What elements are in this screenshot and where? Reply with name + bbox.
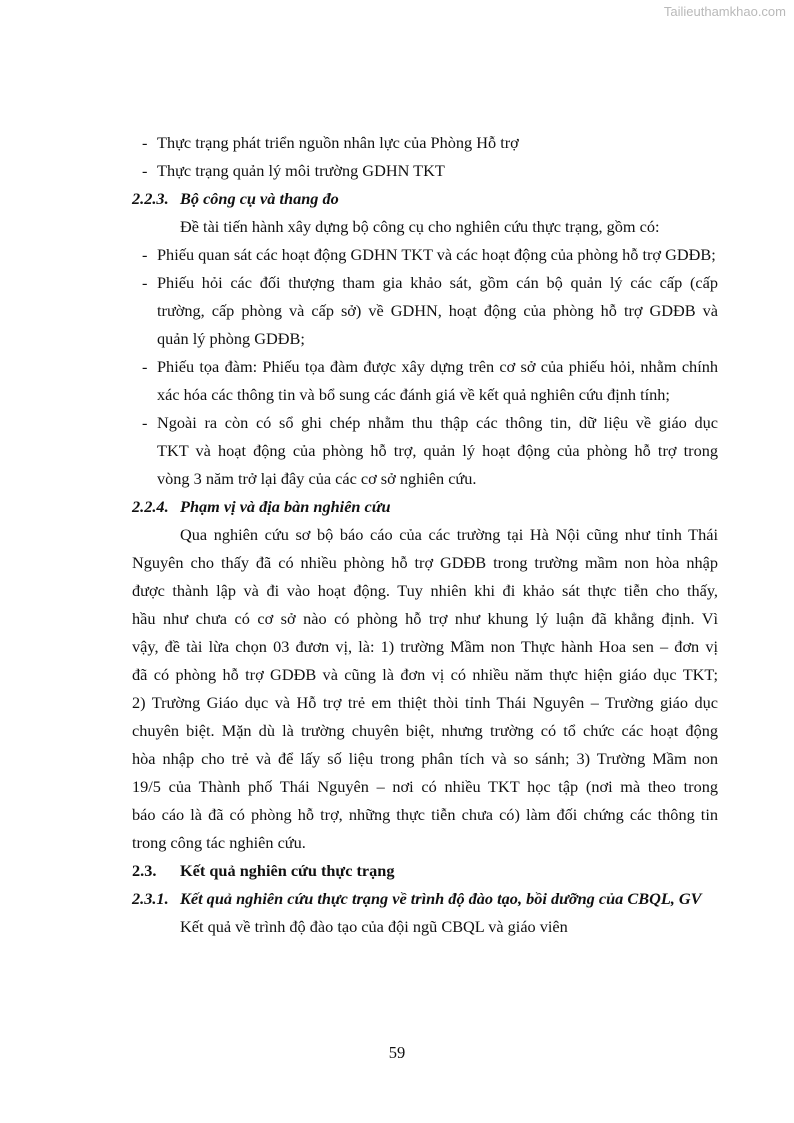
- bullet-item-continuation: vòng 3 năm trở lại đây của các cơ sở nghiên cứu.: [157, 469, 477, 488]
- section-heading-2-2-3: 2.2.3. Bộ công cụ và thang đo: [132, 189, 339, 208]
- paragraph: Đề tài tiến hành xây dựng bộ công cụ cho nghiên cứu thực trạng, gồm có:: [180, 217, 660, 236]
- bullet-dash: -: [142, 357, 148, 376]
- bullet-item-continuation: quản lý phòng GDĐB;: [157, 329, 305, 348]
- bullet-dash: -: [142, 245, 148, 264]
- paragraph-line: được thành lập và đi vào hoạt động. Tuy nhiên khi đi khảo sát thực tiễn cho thấy,: [132, 581, 718, 600]
- paragraph-line: hòa nhập cho trẻ và để lấy số liệu trong phân tích và so sánh; 3) Trường Mầm non: [132, 749, 718, 768]
- bullet-item-continuation: trường, cấp phòng và cấp sở) về GDHN, hoạt động của phòng hỗ trợ GDĐB và: [157, 301, 718, 320]
- section-heading-2-3: 2.3. Kết quả nghiên cứu thực trạng: [132, 861, 395, 880]
- page-content: [132, 129, 718, 941]
- section-heading-2-2-4: 2.2.4. Phạm vị và địa bàn nghiên cứu: [132, 497, 391, 516]
- paragraph-line: hầu như chưa có cơ sở nào có phòng hỗ trợ như khung lý luận đã khẳng định. Vì: [132, 609, 718, 628]
- paragraph-line: Nguyên cho thấy đã có nhiều phòng hỗ trợ GDĐB trong trường mầm non hòa nhập: [132, 553, 718, 572]
- bullet-item: - Thực trạng quản lý môi trường GDHN TKT: [142, 161, 445, 180]
- paragraph-line: đã có phòng hỗ trợ GDĐB và cũng là đơn vị có nhiều năm thực hiện giáo dục TKT;: [132, 665, 718, 684]
- paragraph-line: 19/5 của Thành phố Thái Nguyên – nơi có nhiều TKT học tập (nơi mà theo trong: [132, 777, 718, 796]
- watermark: Tailieuthamkhao.com: [663, 4, 786, 19]
- bullet-item-continuation: TKT và hoạt động của phòng hỗ trợ, quản lý hoạt động của phòng hỗ trợ trong: [157, 441, 718, 460]
- page-number: 59: [388, 1043, 406, 1062]
- paragraph-line: báo cáo là đã có phòng hỗ trợ, những thực tiễn chưa có) làm đối chứng các thông tin: [132, 805, 718, 824]
- paragraph-line: trong công tác nghiên cứu.: [132, 833, 306, 852]
- bullet-item-continuation: xác hóa các thông tin và bổ sung các đánh giá về kết quả nghiên cứu định tính;: [157, 385, 670, 404]
- bullet-item: - Phiếu tọa đàm: Phiếu tọa đàm được xây dựng trên cơ sở của phiếu hỏi, nhằm chính: [132, 353, 718, 381]
- paragraph-scope: [132, 521, 718, 857]
- paragraph-line: chuyên biệt. Mặn dù là trường chuyên biệt, nhưng trường có tổ chức các hoạt động: [132, 721, 718, 740]
- bullet-item: - Ngoài ra còn có sổ ghi chép nhằm thu thập các thông tin, dữ liệu về giáo dục: [132, 409, 718, 437]
- paragraph-line: Qua nghiên cứu sơ bộ báo cáo của các trường tại Hà Nội cũng như tỉnh Thái: [180, 525, 718, 544]
- paragraph: Kết quả về trình độ đào tạo của đội ngũ CBQL và giáo viên: [180, 917, 568, 936]
- instrument-list: [132, 241, 718, 493]
- section-heading-2-3-1: 2.3.1. Kết quả nghiên cứu thực trạng về trình độ đào tạo, bồi dưỡng của CBQL, GV: [132, 889, 702, 908]
- paragraph-line: 2) Trường Giáo dục và Hỗ trợ trẻ em thiệt thòi tỉnh Thái Nguyên – Trường giáo dục: [132, 693, 718, 712]
- bullet-item: - Thực trạng phát triển nguồn nhân lực của Phòng Hỗ trợ: [142, 133, 519, 152]
- bullet-item: - Phiếu hỏi các đối thượng tham gia khảo sát, gồm cán bộ quản lý các cấp (cấp: [132, 269, 718, 297]
- bullet-item: - Phiếu quan sát các hoạt động GDHN TKT và các hoạt động của phòng hỗ trợ GDĐB;: [132, 241, 718, 269]
- bullet-dash: -: [142, 413, 148, 432]
- bullet-dash: -: [142, 273, 148, 292]
- paragraph-line: vậy, đề tài lừa chọn 03 đươn vị, là: 1) trường Mầm non Thực hành Hoa sen – đơn vị: [132, 637, 718, 656]
